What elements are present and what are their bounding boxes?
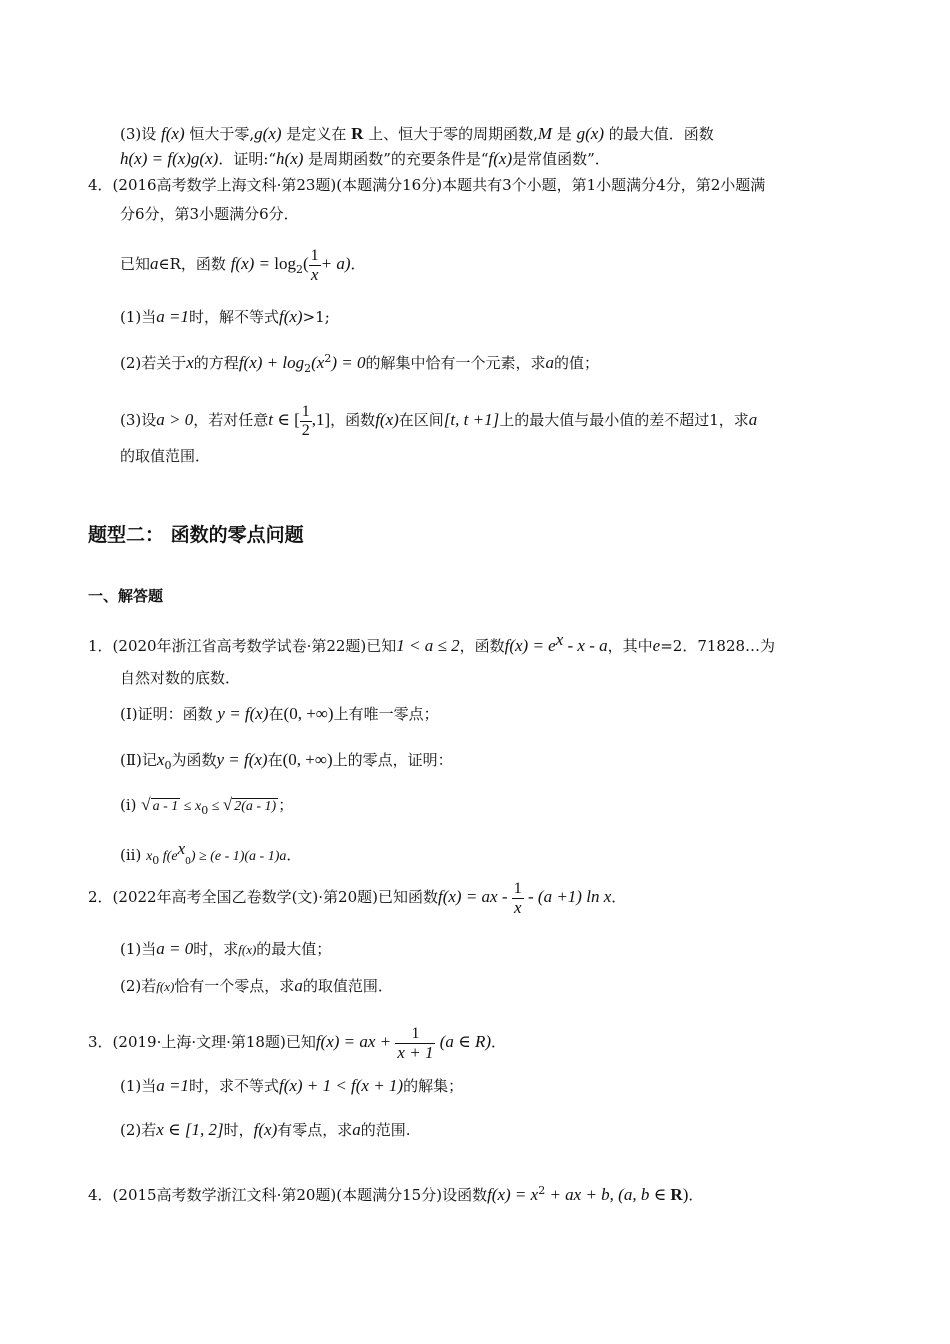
text: 时，: [223, 1121, 254, 1139]
text: 2．(2022年高考全国乙卷数学(文)·第20题)已知函数: [88, 888, 438, 906]
text: 的值；: [553, 354, 599, 372]
text: 的方程: [193, 354, 239, 372]
fraction-denominator: x: [513, 897, 522, 917]
text: 时，求不等式: [188, 1077, 279, 1095]
math-a-eq-1: a =1: [156, 1076, 189, 1095]
math-equation: (x: [311, 353, 325, 372]
q1-2020-part-i: [120, 703, 439, 725]
text: >1;: [302, 308, 330, 326]
math-f-x: f(x): [488, 149, 513, 168]
text: (1)当: [120, 1077, 157, 1095]
prev-problem-part3-line1: [120, 123, 714, 145]
q4-2016-part3: [120, 400, 757, 440]
math-subscript: 0: [201, 804, 209, 817]
math-interval-end: ,1]: [311, 410, 331, 429]
math-M: M: [537, 124, 553, 143]
q1-2020-line1: [88, 629, 775, 657]
math-fraction: [512, 880, 524, 917]
text: 已知: [120, 255, 151, 273]
math-expression: f(e: [159, 849, 178, 864]
text: ，函数: [459, 637, 505, 655]
text: 的最大值．函数: [604, 125, 714, 143]
text: 是: [552, 125, 577, 143]
math-paren: (: [302, 254, 309, 273]
text: ．: [688, 1186, 704, 1204]
q2-2022-line1: [88, 877, 626, 917]
text: (2)若: [120, 977, 157, 995]
math-x-in-interval: x ∈ [1, 2]: [156, 1120, 224, 1139]
text: 1．(2020年浙江省高考数学试卷·第22题)已知: [88, 637, 397, 655]
fraction-numerator: 1: [513, 879, 522, 897]
text: 上的最大值与最小值的差不超过1，求: [499, 411, 749, 429]
q3-2019-line1: [88, 1022, 506, 1062]
sqrt-sign: √: [222, 795, 233, 814]
math-a-eq-0: a = 0: [156, 939, 194, 958]
q4-2015-line1: [88, 1180, 703, 1206]
math-sqrt-radicand: 2(a - 1): [234, 799, 277, 814]
q3-2019-part2: [120, 1110, 411, 1150]
fraction-denominator: x + 1: [397, 1042, 434, 1062]
text: ，其中: [607, 637, 653, 655]
math-subscript: 0: [152, 854, 160, 867]
text: =2．71828…为: [660, 637, 776, 655]
math-inequality: f(x) + 1 < f(x + 1): [279, 1076, 404, 1095]
prev-problem-part3-line2: [120, 148, 610, 170]
q2-2022-part1: [120, 938, 331, 961]
math-equation: ) = 0: [331, 353, 366, 372]
math-condition: 1 < a ≤ 2: [396, 636, 460, 655]
text: ∈R，函数: [158, 255, 231, 273]
text: 的范围.: [360, 1121, 411, 1139]
text: ，若对任意: [193, 411, 269, 429]
text: 时，求: [193, 940, 239, 958]
subsection-title: 一、解答题: [88, 587, 164, 605]
text: ；: [278, 796, 294, 814]
text: (1)当: [120, 940, 157, 958]
math-function: f(x) = ax -: [437, 887, 512, 906]
text: 在: [267, 751, 283, 769]
fraction-denominator: 2: [301, 421, 310, 439]
q3-2019-part1: [120, 1075, 463, 1097]
text: 的解集；: [403, 1077, 464, 1095]
q4-2016-part1: [120, 306, 330, 328]
math-subscript: 0: [164, 759, 172, 772]
fraction-numerator: 1: [395, 1025, 435, 1044]
text: 的最大值；: [256, 940, 332, 958]
fraction-denominator: x: [310, 264, 319, 284]
math-a: a: [150, 254, 159, 273]
math-a: a: [748, 410, 758, 429]
math-f-x: f(x): [156, 979, 175, 994]
math-a: a: [294, 976, 303, 995]
text: ．: [611, 888, 627, 906]
text: 在: [268, 705, 284, 723]
math-function: + ax + b, (a, b ∈: [545, 1185, 671, 1204]
q1-2020-sub-i: [120, 794, 293, 822]
text: ．证明:“: [218, 150, 277, 168]
q1-2020-sub-ii: [120, 838, 301, 873]
math-fraction: [395, 1025, 435, 1062]
text: 恰有一个零点，求: [174, 977, 295, 995]
section-title: 题型二： 函数的零点问题: [88, 524, 304, 546]
text: 4．(2015高考数学浙江文科·第20题)(本题满分15分)设函数: [88, 1186, 488, 1204]
math-h-def: h(x) = f(x)g(x): [120, 149, 219, 168]
math-interval: (0, +∞): [283, 704, 334, 723]
math-f-x: f(x): [238, 942, 257, 957]
math-f-x: f(x) =: [230, 254, 275, 273]
math-interval: (0, +∞): [282, 750, 333, 769]
math-subscript: 0: [185, 857, 191, 867]
math-x0: x: [156, 750, 165, 769]
math-equation: f(x) + log: [238, 353, 305, 372]
math-f-x: f(x): [253, 1120, 278, 1139]
text: 的取值范围．: [302, 977, 393, 995]
q1-2020-part-ii: [120, 749, 453, 777]
text: (1)当: [120, 308, 157, 326]
math-function: - x - a: [563, 636, 608, 655]
math-function: - (a +1) ln x: [523, 887, 612, 906]
math-a: a: [545, 353, 554, 372]
fraction-numerator: 1: [301, 402, 310, 420]
math-e: e: [652, 636, 661, 655]
text: 恒大于零,: [184, 125, 255, 143]
math-in: ∈: [272, 410, 295, 429]
math-condition: (a ∈ R): [435, 1032, 491, 1051]
text: 在区间: [398, 411, 444, 429]
math-log-base: 2: [295, 263, 303, 276]
math-expression: ) ≥ (e - 1)(a - 1)a: [190, 849, 287, 864]
math-y-fx: y = f(x): [216, 750, 268, 769]
q1-2020-line2: 自然对数的底数．: [120, 669, 241, 687]
text: ．: [350, 255, 366, 273]
text: (Ⅱ)记: [120, 751, 157, 769]
math-paren: ): [682, 1185, 689, 1204]
math-y-fx: y = f(x): [217, 704, 269, 723]
q4-2016-part3-cont: 的取值范围．: [120, 447, 211, 465]
text: 为函数: [171, 751, 217, 769]
text: 是定义在: [281, 125, 352, 143]
text: (2)若关于: [120, 354, 187, 372]
math-a-gt-0: a > 0: [156, 410, 194, 429]
fraction-numerator: 1: [310, 246, 319, 264]
text: (2)若: [120, 1121, 157, 1139]
text: (3)设: [120, 411, 157, 429]
text: 时，解不等式: [188, 308, 279, 326]
math-exponent: 2: [538, 1184, 546, 1197]
text: (3)设: [120, 125, 162, 143]
math-f-x: f(x): [161, 124, 185, 143]
sqrt-sign: √: [141, 795, 151, 814]
text: 是周期函数”的充要条件是“: [303, 150, 489, 168]
text: (i): [120, 796, 142, 814]
math-t: t: [268, 410, 273, 429]
text: (Ⅰ)证明：函数: [120, 705, 218, 723]
math-fraction: [309, 247, 321, 284]
math-log-base: 2: [304, 362, 312, 375]
q4-2016-header-line2: 分6分，第3小题满分6分．: [120, 205, 299, 223]
text: 3．(2019·上海·文理·第18题)已知: [88, 1033, 316, 1051]
q2-2022-part2: [120, 975, 393, 998]
math-R: R: [351, 124, 364, 143]
text: 上有唯一零点；: [333, 705, 439, 723]
text: (ii): [120, 846, 147, 864]
math-inequality: ≤: [208, 799, 223, 814]
q4-2016-header-line1: 4．(2016高考数学上海文科·第23题)(本题满分16分)本题共有3个小题，第1小题满分4分，第2小题满: [88, 176, 766, 194]
text: ．: [286, 846, 302, 864]
text: ．: [491, 1033, 507, 1051]
text: 上、恒大于零的周期函数,: [363, 125, 538, 143]
math-f-x: f(x): [279, 307, 303, 326]
math-bracket: [: [294, 410, 300, 429]
math-x0: x: [146, 849, 153, 864]
math-interval: [t, t +1]: [443, 410, 500, 429]
math-plus-a: + a): [320, 254, 351, 273]
math-function: f(x) = x: [487, 1185, 539, 1204]
q4-2016-given: [120, 246, 366, 288]
math-inequality: ≤ x: [180, 799, 202, 814]
math-exponent: x: [555, 630, 564, 649]
text: ，函数: [330, 411, 376, 429]
math-exponent: x: [177, 839, 186, 858]
math-fraction: [300, 403, 312, 440]
math-h-x: h(x): [276, 149, 304, 168]
q4-2016-part2: [120, 348, 599, 380]
math-R: R: [670, 1185, 683, 1204]
text: 的解集中恰有一个元素，求: [365, 354, 546, 372]
math-log: log: [274, 254, 296, 273]
text: 是常值函数”．: [512, 150, 610, 168]
math-a: a: [352, 1120, 361, 1139]
math-x: x: [186, 353, 194, 372]
math-function: f(x) = e: [504, 636, 556, 655]
text: 有零点，求: [277, 1121, 353, 1139]
math-exponent: 2: [324, 352, 332, 365]
math-g-x: g(x): [254, 124, 282, 143]
math-a-eq-1: a =1: [156, 307, 189, 326]
math-function: f(x) = ax +: [315, 1032, 396, 1051]
math-g-x: g(x): [576, 124, 605, 143]
math-f-x: f(x): [375, 410, 399, 429]
text: 上的零点，证明：: [332, 751, 453, 769]
math-sqrt-radicand: a - 1: [152, 799, 179, 814]
